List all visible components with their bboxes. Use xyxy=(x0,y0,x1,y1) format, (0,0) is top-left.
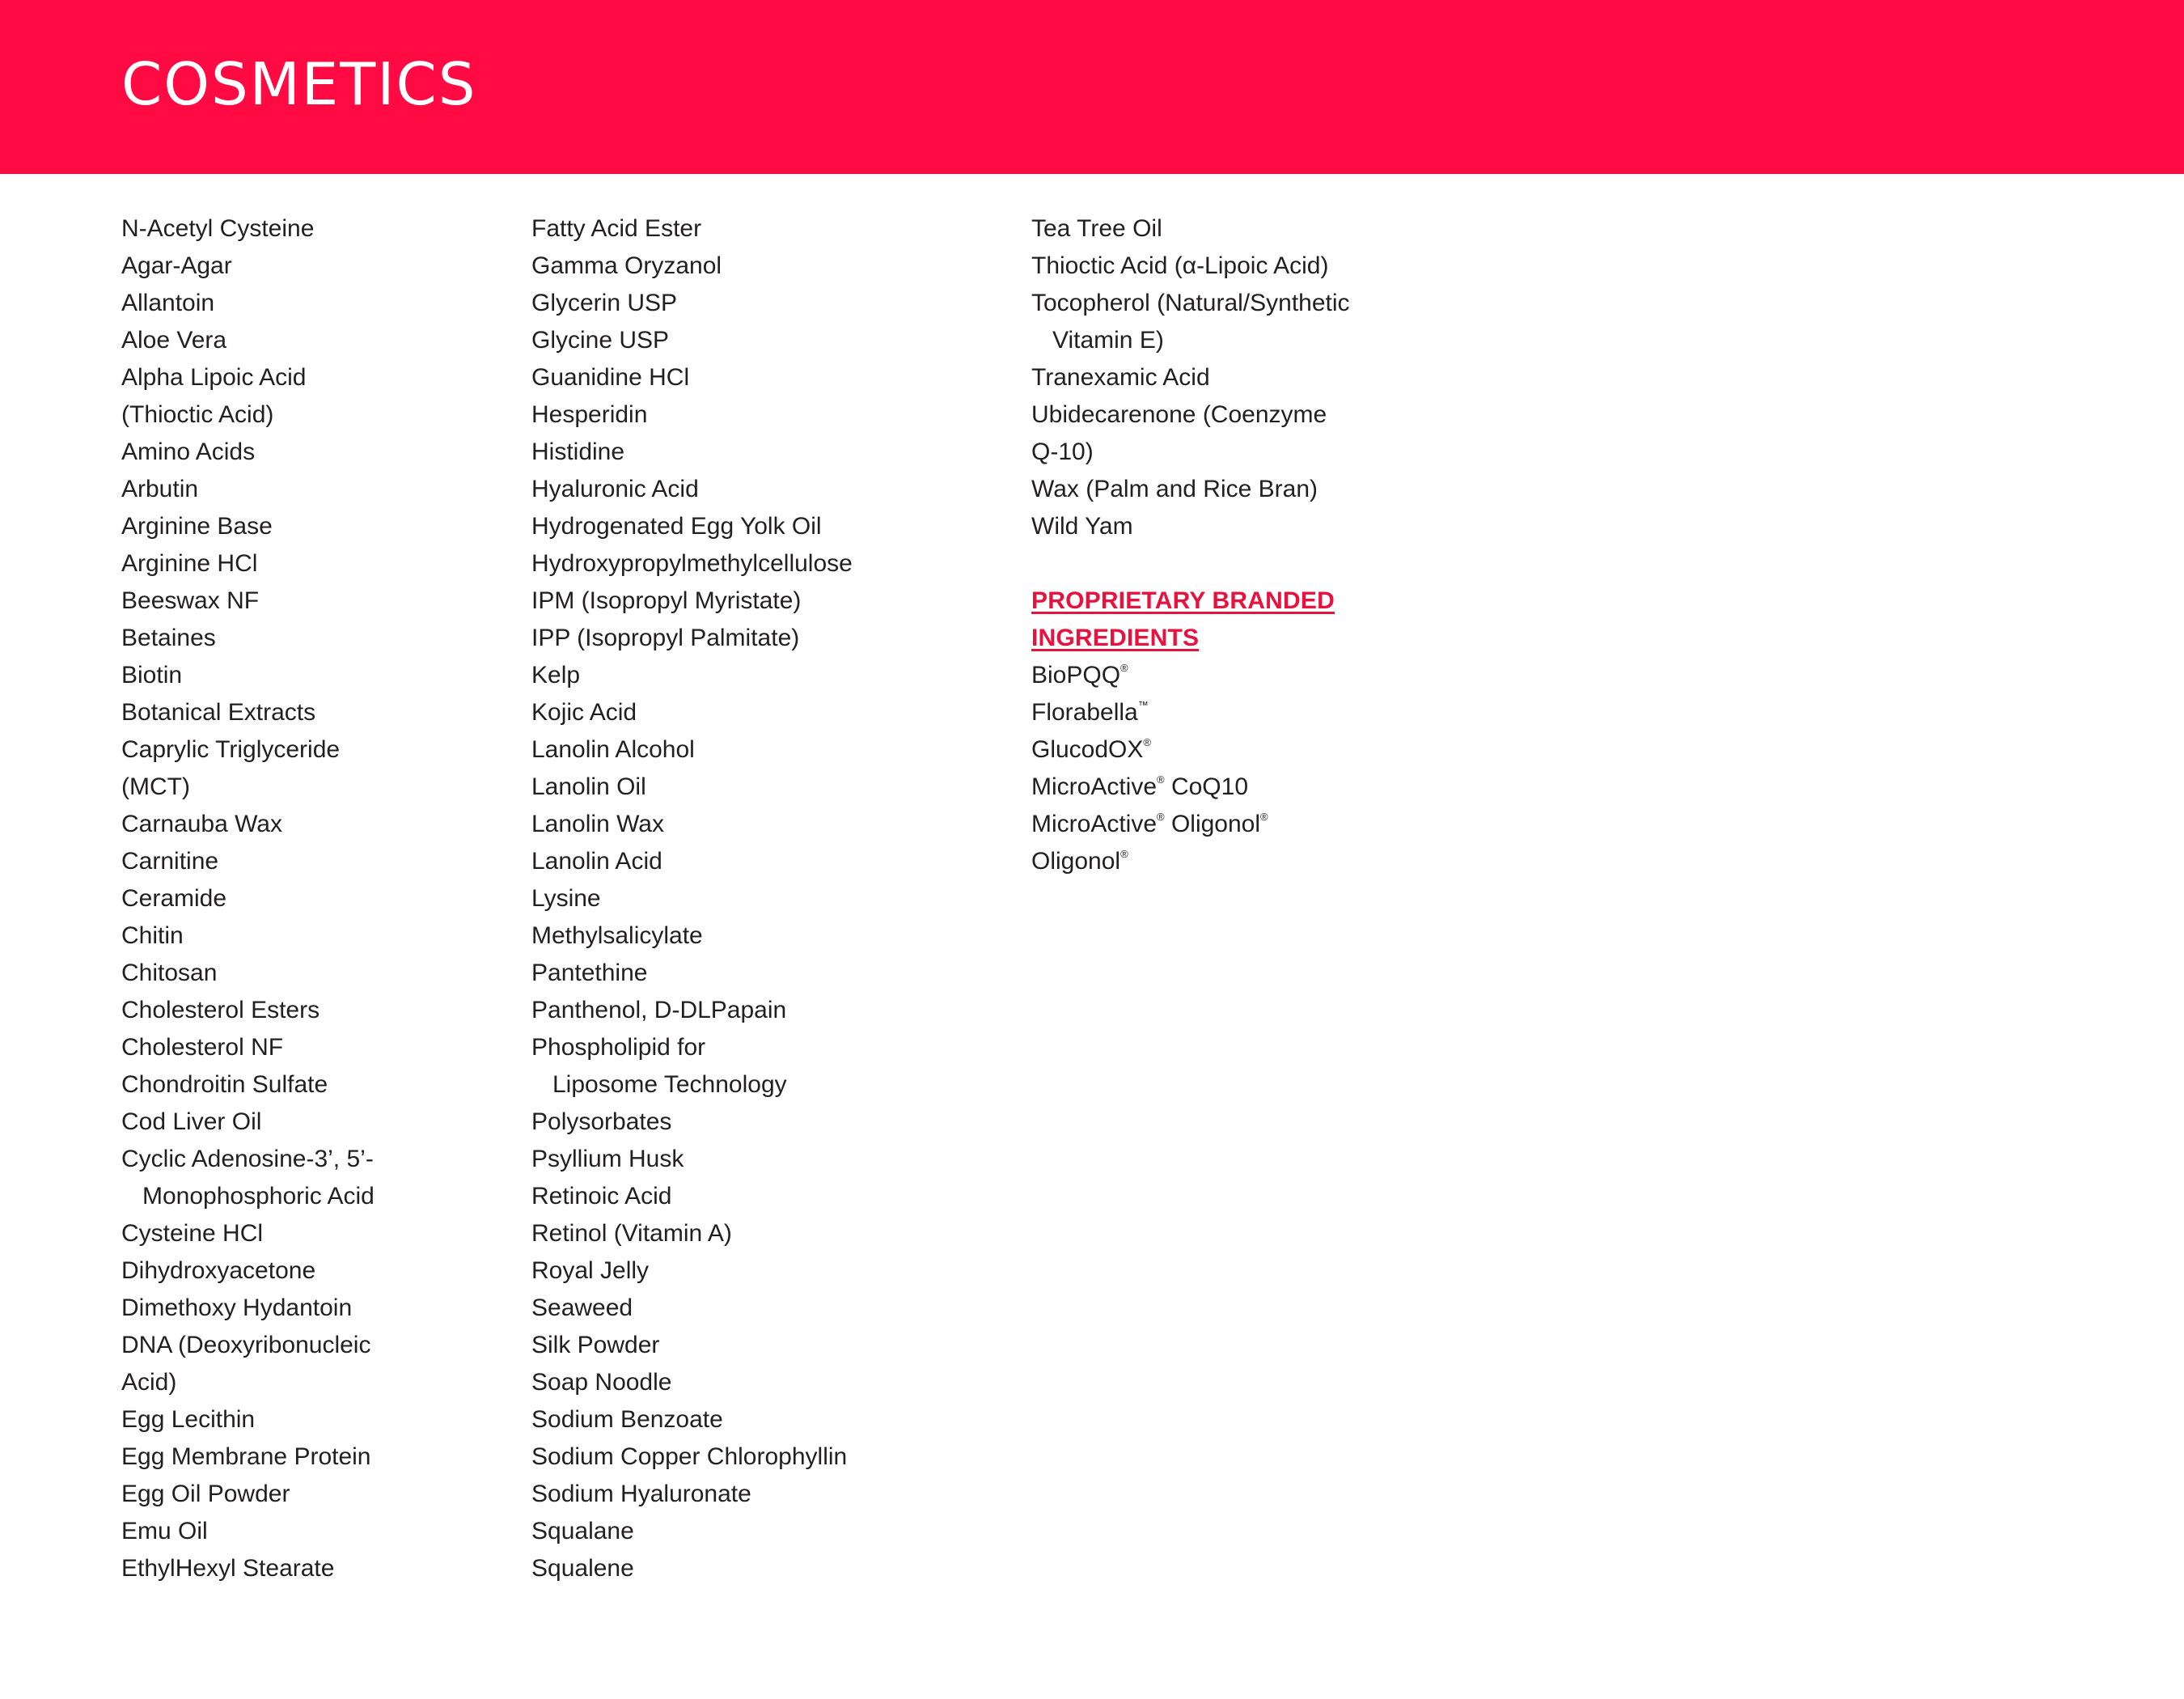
ingredient-item: Amino Acids xyxy=(121,439,256,465)
ingredient-item: Retinoic Acid xyxy=(531,1183,672,1210)
ingredient-column-2 xyxy=(531,210,1009,1587)
ingredient-item: Cod Liver Oil xyxy=(121,1108,262,1135)
ingredient-item: Arbutin xyxy=(121,476,199,502)
ingredient-item: Betaines xyxy=(121,625,216,651)
ingredient-item: Hydroxypropylmethylcellulose xyxy=(531,550,853,577)
ingredient-item: Biotin xyxy=(121,662,183,688)
registered-mark: ® xyxy=(1120,662,1128,674)
ingredient-item: Aloe Vera xyxy=(121,327,227,354)
ingredient-item: Dimethoxy Hydantoin xyxy=(121,1294,353,1321)
ingredient-item: Cyclic Adenosine-3’, 5’- xyxy=(121,1146,374,1172)
brand-name: Oligonol xyxy=(1031,848,1121,875)
ingredient-item: Q-10) xyxy=(1031,439,1094,465)
branded-ingredient-item xyxy=(1031,769,1598,806)
ingredient-item: Chitin xyxy=(121,922,184,949)
ingredient-item: IPM (Isopropyl Myristate) xyxy=(531,587,802,614)
ingredient-item: Lanolin Acid xyxy=(531,848,662,875)
brand-name: BioPQQ xyxy=(1031,662,1121,688)
spacer xyxy=(1031,545,1598,583)
branded-ingredient-item xyxy=(1031,657,1598,694)
ingredient-item: Tea Tree Oil xyxy=(1031,215,1162,242)
brand-name: Florabella xyxy=(1031,699,1138,726)
ingredient-item: Ceramide xyxy=(121,885,227,912)
ingredient-item: Soap Noodle xyxy=(531,1369,672,1396)
ingredient-item: Hyaluronic Acid xyxy=(531,476,699,502)
branded-ingredient-item xyxy=(1031,731,1598,769)
registered-mark: ® xyxy=(1143,736,1151,748)
ingredient-item: Sodium Hyaluronate xyxy=(531,1481,751,1507)
ingredient-item: Pantethine xyxy=(531,960,648,986)
ingredient-item: Guanidine HCl xyxy=(531,364,690,391)
ingredient-item: Lanolin Alcohol xyxy=(531,736,695,763)
ingredient-item: Cholesterol NF xyxy=(121,1034,284,1061)
ingredient-item-continuation: Vitamin E) xyxy=(1052,327,1164,354)
ingredient-item: Allantoin xyxy=(121,290,215,316)
ingredient-item: Panthenol, D-DLPapain xyxy=(531,997,787,1023)
ingredient-item: Thioctic Acid (α-Lipoic Acid) xyxy=(1031,252,1329,279)
ingredient-item: Caprylic Triglyceride xyxy=(121,736,341,763)
ingredient-item: Egg Lecithin xyxy=(121,1406,256,1433)
page-title: COSMETICS xyxy=(121,50,477,118)
ingredient-item: Hesperidin xyxy=(531,401,648,428)
ingredient-item: Tocopherol (Natural/Synthetic xyxy=(1031,290,1350,316)
ingredient-item: Egg Membrane Protein xyxy=(121,1443,371,1470)
registered-mark: ® xyxy=(1157,811,1165,823)
registered-mark: ® xyxy=(1120,848,1128,860)
ingredient-item: Egg Oil Powder xyxy=(121,1481,290,1507)
ingredient-item: (Thioctic Acid) xyxy=(121,401,274,428)
ingredient-item: Wild Yam xyxy=(1031,513,1133,540)
ingredient-item: Carnitine xyxy=(121,848,219,875)
ingredient-item-continuation: Monophosphoric Acid xyxy=(142,1183,375,1210)
ingredient-item: Dihydroxyacetone xyxy=(121,1257,316,1284)
ingredient-item: DNA (Deoxyribonucleic xyxy=(121,1332,371,1358)
ingredient-item: Beeswax NF xyxy=(121,587,260,614)
registered-mark: ® xyxy=(1260,811,1268,823)
branded-ingredient-item xyxy=(1031,806,1598,843)
brand-name: MicroActive xyxy=(1031,773,1158,800)
ingredient-item: Kojic Acid xyxy=(531,699,637,726)
ingredient-item: Carnauba Wax xyxy=(121,811,282,837)
ingredient-item: Gamma Oryzanol xyxy=(531,252,722,279)
branded-ingredient-item xyxy=(1031,694,1598,731)
brand-suffix: Oligonol xyxy=(1164,811,1261,837)
ingredient-item: Glycerin USP xyxy=(531,290,678,316)
ingredient-item: Ubidecarenone (Coenzyme xyxy=(1031,401,1327,428)
ingredient-item: Phospholipid for xyxy=(531,1034,706,1061)
ingredient-column-1 xyxy=(121,210,502,1587)
ingredient-item: Cholesterol Esters xyxy=(121,997,320,1023)
ingredient-item: Wax (Palm and Rice Bran) xyxy=(1031,476,1318,502)
ingredient-item: Chondroitin Sulfate xyxy=(121,1071,328,1098)
branded-ingredient-item xyxy=(1031,843,1598,880)
ingredient-item: Seaweed xyxy=(531,1294,633,1321)
ingredient-item: Silk Powder xyxy=(531,1332,660,1358)
ingredient-item: Squalene xyxy=(531,1555,634,1582)
ingredient-item: Arginine HCl xyxy=(121,550,258,577)
ingredient-item: Glycine USP xyxy=(531,327,670,354)
ingredient-item: Alpha Lipoic Acid xyxy=(121,364,307,391)
ingredient-item: Kelp xyxy=(531,662,581,688)
ingredient-item: Sodium Benzoate xyxy=(531,1406,723,1433)
ingredient-item: Psyllium Husk xyxy=(531,1146,684,1172)
ingredient-item: Sodium Copper Chlorophyllin xyxy=(531,1443,848,1470)
ingredient-item: Squalane xyxy=(531,1518,634,1544)
registered-mark: ® xyxy=(1157,773,1165,786)
ingredient-item: N-Acetyl Cysteine xyxy=(121,215,315,242)
ingredient-item-continuation: Liposome Technology xyxy=(552,1071,787,1098)
header-band xyxy=(0,0,2184,174)
ingredient-item: Lysine xyxy=(531,885,601,912)
ingredient-item: Lanolin Wax xyxy=(531,811,664,837)
ingredient-item: (MCT) xyxy=(121,773,190,800)
ingredient-item: Cysteine HCl xyxy=(121,1220,264,1247)
brand-suffix: CoQ10 xyxy=(1164,773,1249,800)
brand-name: MicroActive xyxy=(1031,811,1158,837)
ingredient-item: Histidine xyxy=(531,439,625,465)
ingredient-item: Fatty Acid Ester xyxy=(531,215,702,242)
ingredient-item: Polysorbates xyxy=(531,1108,672,1135)
trademark-mark: ™ xyxy=(1137,699,1149,711)
section-heading-proprietary: PROPRIETARY BRANDED xyxy=(1031,587,1335,614)
ingredient-item: Botanical Extracts xyxy=(121,699,316,726)
ingredient-item: Chitosan xyxy=(121,960,218,986)
ingredient-item: Lanolin Oil xyxy=(531,773,646,800)
ingredient-item: Emu Oil xyxy=(121,1518,208,1544)
ingredient-item: Hydrogenated Egg Yolk Oil xyxy=(531,513,822,540)
brand-name: GlucodOX xyxy=(1031,736,1144,763)
ingredient-item: Arginine Base xyxy=(121,513,273,540)
ingredient-item: Retinol (Vitamin A) xyxy=(531,1220,732,1247)
ingredient-item: Acid) xyxy=(121,1369,177,1396)
ingredient-item: Tranexamic Acid xyxy=(1031,364,1210,391)
ingredient-column-3 xyxy=(1031,210,1598,880)
ingredient-item: Methylsalicylate xyxy=(531,922,703,949)
ingredient-item: EthylHexyl Stearate xyxy=(121,1555,335,1582)
section-heading-proprietary: INGREDIENTS xyxy=(1031,625,1200,651)
ingredient-item: IPP (Isopropyl Palmitate) xyxy=(531,625,800,651)
ingredient-item: Royal Jelly xyxy=(531,1257,650,1284)
ingredient-item: Agar-Agar xyxy=(121,252,232,279)
